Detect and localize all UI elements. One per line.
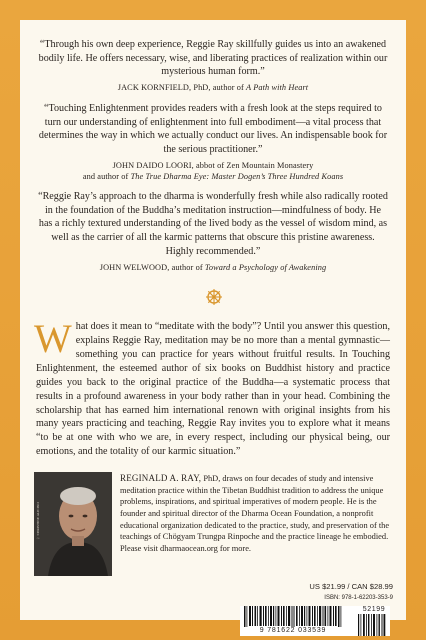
endorsement-work: Toward a Psychology of Awakening: [204, 262, 327, 272]
endorsement-author-note: author of: [212, 83, 244, 93]
endorsement-author-note: author of: [171, 262, 203, 272]
drop-cap: W: [34, 316, 72, 361]
endorsement-welwood: [38, 190, 388, 273]
book-description: [34, 316, 390, 459]
endorsement-author: JACK KORNFIELD, PhD,: [117, 83, 211, 93]
endorsement-author-note: and author of: [82, 172, 129, 182]
isbn: ISBN: 978-1-62203-353-9: [324, 595, 393, 601]
endorsement-kornfield: [38, 38, 388, 93]
author-photo: [34, 472, 112, 576]
photo-credit: © CHRISTINE ALICINO: [36, 502, 40, 541]
endorsement-author: JOHN WELWOOD,: [99, 262, 170, 272]
endorsement-attribution: [38, 160, 388, 183]
cover-panel: [20, 20, 406, 634]
description-text: hat does it mean to “meditate with the body”? Until you answer this question, explains Reggie Ray, meditation may be no more than a mental gymnastic—something you can practice for years without fruitful results. In Touching Enlightenment, the esteemed author of six books on Buddhist history and practice guides you back to the original practice of the Buddha—a systematic process that results in a profound awareness in your body rather than in your head. Combining the scholarship that has earned him international renown with original insights from his many years practicing and teaching, Reggie Ray invites you to explore what it means “to be at one with who we are, in every respect, including our physical being, our emotions, and the totality of our karmic situation.”: [36, 321, 390, 458]
barcode-addon-number: 52199: [362, 606, 386, 613]
author-portrait-image: [34, 472, 112, 576]
endorsement-attribution: [38, 262, 388, 273]
price: US $21.99 / CAN $28.99: [309, 582, 393, 591]
endorsement-text: “Reggie Ray’s approach to the dharma is wonderfully fresh while also radically rooted in the foundation of the Buddha’s meditation instruction—mindfulness of body. He has a richly textured understanding of the lived body as the vessel of wisdom mind, as well as the carrier of all the karmic patterns that obscure this pristine awareness. Highly recommended.”: [38, 191, 388, 257]
author-bio-text: draws on four decades of study and intensive meditation practice within the Tibetan Buddhist tradition to address the unique problems, inspirations, and spiritual imperatives of modern people. He is the founder and spiritual director of the Dharma Ocean Foundation, a nonprofit educational organization dedicated to the practice, study, and preservation of the teachings of Chögyam Trungpa Rinpoche and the practice lineage he embodied. Please visit dharmaocean.org for more.: [120, 474, 390, 554]
endorsement-loori: [38, 102, 388, 182]
author-degree: PhD,: [203, 474, 221, 483]
endorsement-author: JOHN DAIDO LOORI,: [112, 160, 194, 170]
endorsement-work: A Path with Heart: [246, 83, 309, 93]
barcode-number: 9 781622 033539: [240, 627, 346, 634]
author-name: REGINALD A. RAY,: [120, 473, 202, 483]
endorsement-text: “Through his own deep experience, Reggie Ray skillfully guides us into an awakened bodily life. He offers necessary, wise, and liberating practices of realization within our mysterious human form.”: [38, 39, 388, 78]
endorsement-text: “Touching Enlightenment provides readers with a fresh look at the steps required to turn our understanding of enlightenment into full embodiment—a vital process that determines the way in which we actually conduct our lives. An indispensable book for the serious practitioner.”: [38, 103, 388, 156]
endorsement-attribution: [38, 82, 388, 93]
endorsement-work: The True Dharma Eye: Master Dogen’s Three Hundred Koans: [130, 172, 344, 182]
endorsement-author-note: abbot of Zen Mountain Monastery: [196, 160, 314, 170]
author-bio: [120, 472, 390, 555]
dharma-wheel-icon: [205, 288, 223, 306]
